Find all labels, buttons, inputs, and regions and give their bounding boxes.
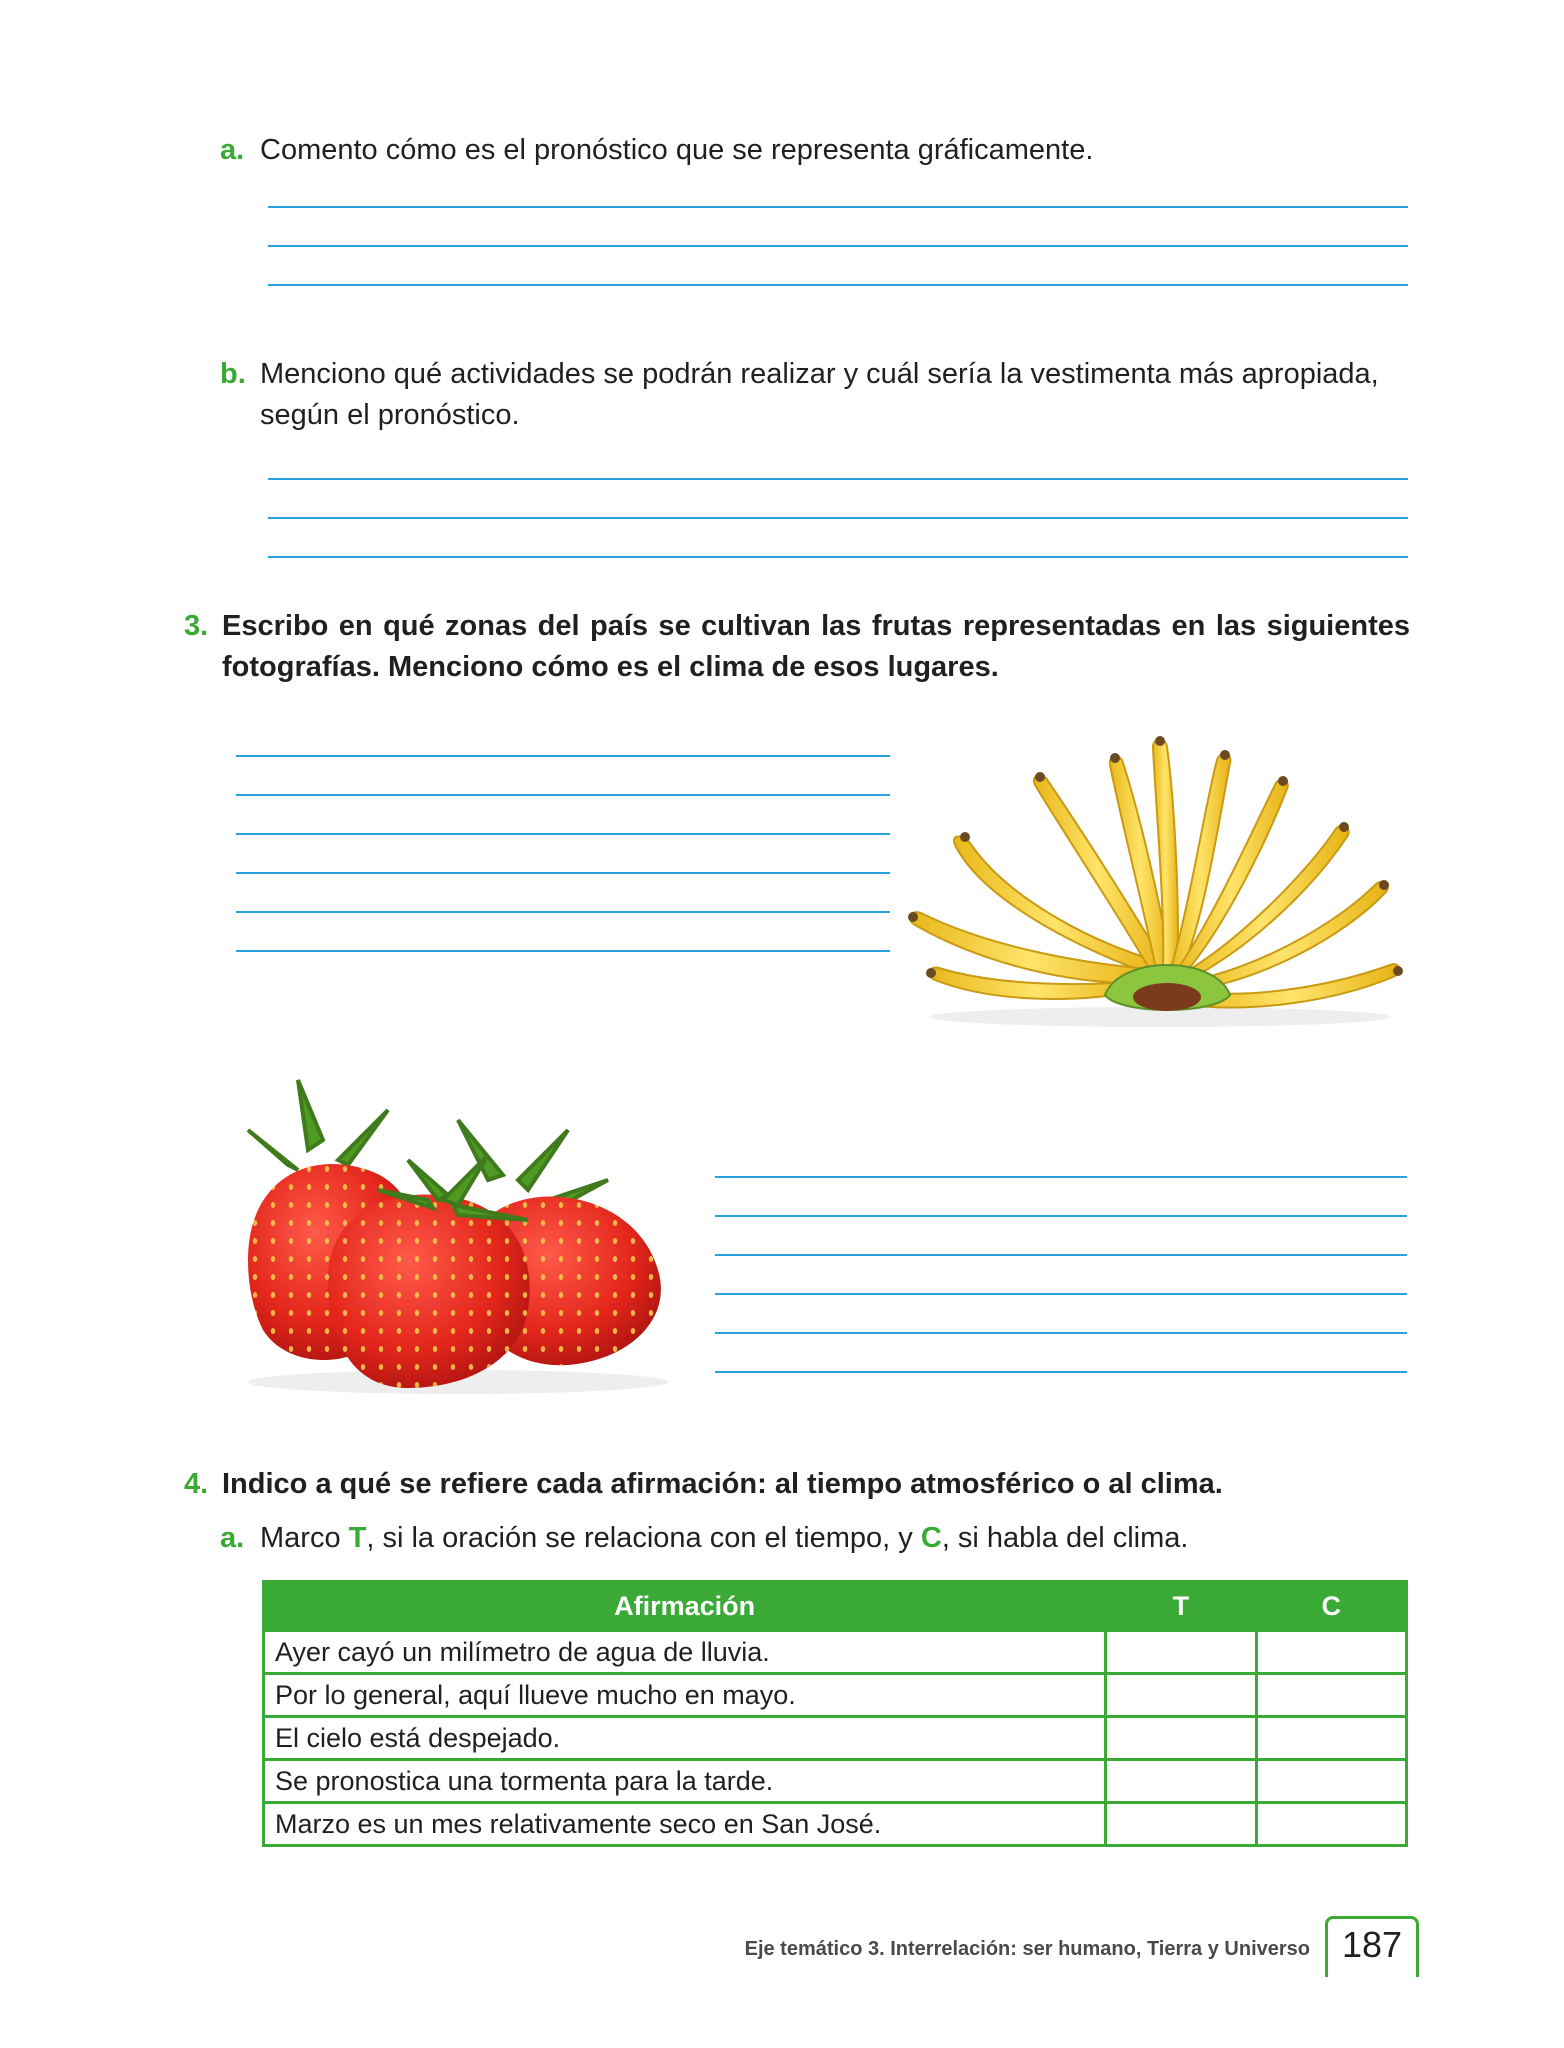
answer-line[interactable] [268,284,1408,286]
instruction-part: Marco [260,1522,349,1554]
header-afirmacion: Afirmación [264,1582,1106,1631]
answer-line[interactable] [236,911,890,913]
answer-line[interactable] [715,1293,1407,1295]
page-number: 187 [1341,1924,1403,1965]
table-row [264,1717,1407,1760]
t-cell[interactable] [1106,1760,1256,1803]
statement-cell: Se pronostica una tormenta para la tarde. [264,1760,1106,1803]
answer-line[interactable] [715,1176,1407,1178]
c-cell[interactable] [1256,1674,1406,1717]
answer-line[interactable] [268,206,1408,208]
question-4a [220,1518,1410,1559]
statement-table [262,1580,1408,1847]
t-cell[interactable] [1106,1631,1256,1674]
answer-line[interactable] [715,1215,1407,1217]
c-cell[interactable] [1256,1717,1406,1760]
answer-line[interactable] [268,556,1408,558]
header-t: T [1106,1582,1256,1631]
question-label: a. [220,1522,245,1554]
answer-line[interactable] [715,1254,1407,1256]
statement-cell: Marzo es un mes relativamente seco en San José. [264,1803,1106,1846]
banana-photo [895,725,1405,1035]
c-cell[interactable] [1256,1760,1406,1803]
question-label: b. [220,358,246,390]
strawberry-photo [228,1070,698,1400]
answer-line[interactable] [236,950,890,952]
answer-line[interactable] [236,794,890,796]
question-4 [184,1464,1410,1505]
c-marker: C [920,1522,942,1554]
question-text: Menciono qué actividades se podrán realizar y cuál sería la vestimenta más apropiada, según el pronóstico. [260,358,1379,431]
instruction-part: , si habla del clima. [941,1522,1189,1554]
t-marker: T [348,1522,367,1554]
question-label: a. [220,134,245,166]
answer-line[interactable] [268,517,1408,519]
question-text: Escribo en qué zonas del país se cultivan las frutas representadas en las siguientes fotografías. Menciono cómo es el clima de esos lugares. [222,610,1410,683]
instruction-part: , si la oración se relaciona con el tiempo, y [366,1522,921,1554]
footer-text: Eje temático 3. Interrelación: ser humano, Tierra y Universo [744,1938,1310,1960]
answer-line[interactable] [268,245,1408,247]
table-row [264,1803,1407,1846]
c-cell[interactable] [1256,1803,1406,1846]
answer-line[interactable] [715,1371,1407,1373]
answer-line[interactable] [236,872,890,874]
t-cell[interactable] [1106,1674,1256,1717]
t-cell[interactable] [1106,1803,1256,1846]
table-row [264,1674,1407,1717]
question-2b [220,354,1410,436]
answer-line[interactable] [268,478,1408,480]
question-label: 4. [184,1468,209,1500]
question-text [220,1518,1410,1559]
question-label: 3. [184,610,209,642]
header-c: C [1256,1582,1406,1631]
answer-line[interactable] [236,755,890,757]
question-text: Comento cómo es el pronóstico que se representa gráficamente. [260,134,1094,166]
answer-line[interactable] [236,833,890,835]
statement-cell: El cielo está despejado. [264,1717,1106,1760]
answer-line[interactable] [715,1332,1407,1334]
table-row [264,1631,1407,1674]
table-row [264,1760,1407,1803]
question-3 [184,606,1410,688]
statement-cell: Ayer cayó un milímetro de agua de lluvia. [264,1631,1106,1674]
question-2a [220,130,1410,171]
c-cell[interactable] [1256,1631,1406,1674]
statement-cell: Por lo general, aquí llueve mucho en mayo. [264,1674,1106,1717]
table-header-row [264,1582,1407,1631]
t-cell[interactable] [1106,1717,1256,1760]
question-text: Indico a qué se refiere cada afirmación: al tiempo atmosférico o al clima. [222,1468,1223,1500]
